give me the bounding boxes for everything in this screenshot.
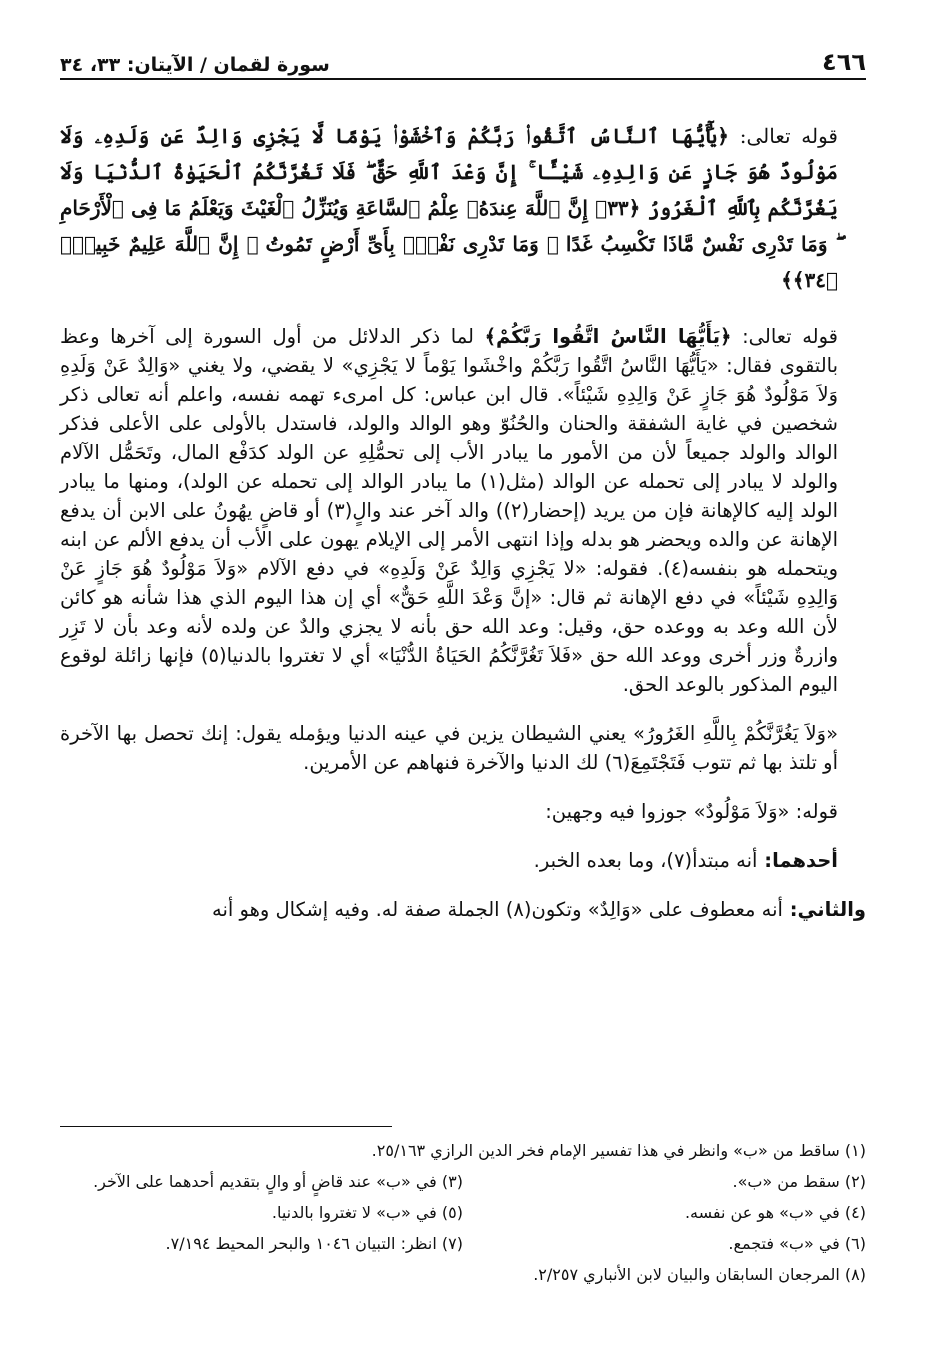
commentary-intro: قوله تعالى: bbox=[731, 325, 838, 348]
verse-text: ﴿يَٰٓأَيُّهَا ٱلنَّاسُ ٱتَّقُوا۟ رَبَّكُمْ وَٱخْشَوْا۟ يَوْمًا لَّا يَجْزِى وَالِدٌ عَن وَلَدِهِۦ وَلَا مَوْلُودٌ هُوَ جَازٍ عَن وَالِدِهِۦ شَيْـًٔا ۚ إِنَّ وَعْدَ ٱللَّهِ حَقٌّ ۖ فَلَا تَغُرَّنَّكُمُ ٱلْحَيَوٰةُ ٱلدُّنْيَا وَلَا يَغُرَّنَّكُم بِٱللَّهِ ٱلْغَرُورُ ﴿٣٣﴾ إِنَّ ٱللَّهَ عِندَهُۥ عِلْمُ ٱلسَّاعَةِ وَيُنَزِّلُ ٱلْغَيْثَ وَيَعْلَمُ مَا فِى ٱلْأَرْحَامِ ۖ وَمَا تَدْرِى نَفْسٌ مَّاذَا تَكْسِبُ غَدًا ۖ وَمَا تَدْرِى نَفْسٌۢ بِأَىِّ أَرْضٍ تَمُوتُ ۚ إِنَّ ٱللَّهَ عَلِيمٌ خَبِيرٌۢ ﴿٣٤﴾﴾ bbox=[60, 124, 838, 292]
footnote-5: (٥) في «ب» لا تغتروا بالدنيا. bbox=[271, 1203, 463, 1222]
footnote-row bbox=[60, 1259, 866, 1290]
footnote-rule bbox=[60, 1126, 392, 1127]
page-header bbox=[60, 30, 866, 80]
footnote-4: (٤) في «ب» هو عن نفسه. bbox=[684, 1203, 866, 1222]
verse-intro: قوله تعالى: bbox=[728, 124, 838, 148]
commentary-paragraph-2: «وَلاَ يَغُرَّنَّكُمْ بِاللَّهِ الغَرُورُ» يعني الشيطان يزين في عينه الدنيا ويؤمله يقول: إنك تحصل بها الآخرة أو تلتذ بها ثم تتوب فَتَجْتَمِعَ(٦) لك الدنيا والآخرة فنهاهم عن الأمرين. bbox=[60, 722, 838, 774]
page-number: ٤٦٦ bbox=[822, 48, 866, 76]
commentary-paragraph-4 bbox=[60, 846, 866, 875]
commentary-text: لما ذكر الدلائل من أول السورة إلى آخرها وعظ بالتقوى فقال: «يَأَيُّهَا النَّاسُ اتَّقُوا رَبَّكُمْ واخْشَوا يَوْماً لا يَجْزِي» لا يقضي، ولا يغني «وَالِدٌ عَنْ وَلَدِهِ وَلاَ مَوْلُودٌ هُوَ جَازٍ عَنْ وَالِدِهِ شَيْئاً». قال ابن عباس: كل امرىء تهمه نفسه، واعلم أنه تعالى ذكر شخصين في غاية الشفقة والحنان والحُنُوّ وهو الوالد والولد، فاستدل بالأولى على الأعلى فذكر الوالد والولد جميعاً لأن من الأمور ما يبادر الأب إلى تحمُّلِهِ عن الولد كدَفْع المال، وتَحَمُّل الآلام والولد لا يبادر إلى تحمله عن الوالد (مثل(١) ما يبادر الوالد إلى تحمله عن الولد)، ومنها ما يبادر الولد إليه كالإهانة فإن من يريد (إحضار(٢)) والد آخر عند والٍ(٣) أو قاضٍ يهُونُ على الابن أن يدفع الإهانة عن والده ويحضر هو بدله وإذا انتهى الأمر إلى الإيلام يهون على الأب أن يدفع الألم عن ابنه ويتحمله هو بنفسه(٤). فقوله: «لا يَجْزِي وَالِدٌ عَنْ وَلَدِهِ» في دفع الآلام «وَلاَ مَوْلُودٌ هُوَ جَازٍ عَنْ وَالِدِهِ شَيْئاً» في دفع الإهانة ثم قال: «إنَّ وَعْدَ اللَّهِ حَقٌّ» أي إن هذا اليوم الذي هذا شأنه هو كائن لأن الله وعد به ووعده حق، وقيل: وعد الله حق بأنه لا يجزي والدٌ عن ولده لأنه وعد بأن لا تَزِر وازرةٌ وزر أخرى ووعد الله حق «فَلاَ تَغُرَّنَّكُمُ الحَيَاةُ الدُّنْيَا» أي لا تغتروا بالدنيا(٥) فإنها زائلة لوقوع اليوم المذكور بالوعد الحق. bbox=[60, 325, 838, 696]
commentary-quote: ﴿يَأَيُّهَا النَّاسُ اتَّقُوا رَبَّكُمْ﴾ bbox=[484, 325, 732, 348]
footnote-row bbox=[60, 1166, 866, 1197]
footnote-3: (٣) في «ب» عند قاضٍ أو والٍ بتقديم أحدهما على الآخر. bbox=[93, 1172, 463, 1191]
footnote-8: (٨) المرجعان السابقان والبيان لابن الأنباري ٢/٢٥٧. bbox=[533, 1265, 866, 1284]
commentary-paragraph-5 bbox=[60, 895, 866, 924]
footnotes bbox=[60, 1126, 866, 1290]
footnote-row bbox=[60, 1197, 866, 1228]
second-aspect-text: أنه معطوف على «وَالِدٌ» وتكون(٨) الجملة صفة له. وفيه إشكال وهو أنه bbox=[212, 898, 783, 921]
commentary-paragraph-1 bbox=[60, 322, 866, 699]
footnote-2: (٢) سقط من «ب». bbox=[732, 1172, 866, 1191]
first-aspect-label: أحدهما: bbox=[757, 849, 838, 872]
quran-verse-block bbox=[60, 118, 866, 298]
first-aspect-text: أنه مبتدأ(٧)، وما بعده الخبر. bbox=[533, 849, 758, 872]
second-aspect-label: والثاني: bbox=[782, 898, 866, 921]
footnote-row bbox=[60, 1135, 866, 1166]
running-title: سورة لقمان / الآيتان: ٣٣، ٣٤ bbox=[60, 54, 330, 76]
page-body bbox=[60, 30, 866, 924]
footnote-row bbox=[60, 1228, 866, 1259]
footnote-7: (٧) انظر: التبيان ١٠٤٦ والبحر المحيط ٧/١٩٤. bbox=[165, 1234, 463, 1253]
footnote-1: (١) ساقط من «ب» وانظر في هذا تفسير الإمام فخر الدين الرازي ٢٥/١٦٣. bbox=[371, 1141, 866, 1160]
commentary-paragraph-3: قوله: «وَلاَ مَوْلُودٌ» جوزوا فيه وجهين: bbox=[545, 800, 838, 823]
footnote-6: (٦) في «ب» فتجمع. bbox=[728, 1234, 866, 1253]
